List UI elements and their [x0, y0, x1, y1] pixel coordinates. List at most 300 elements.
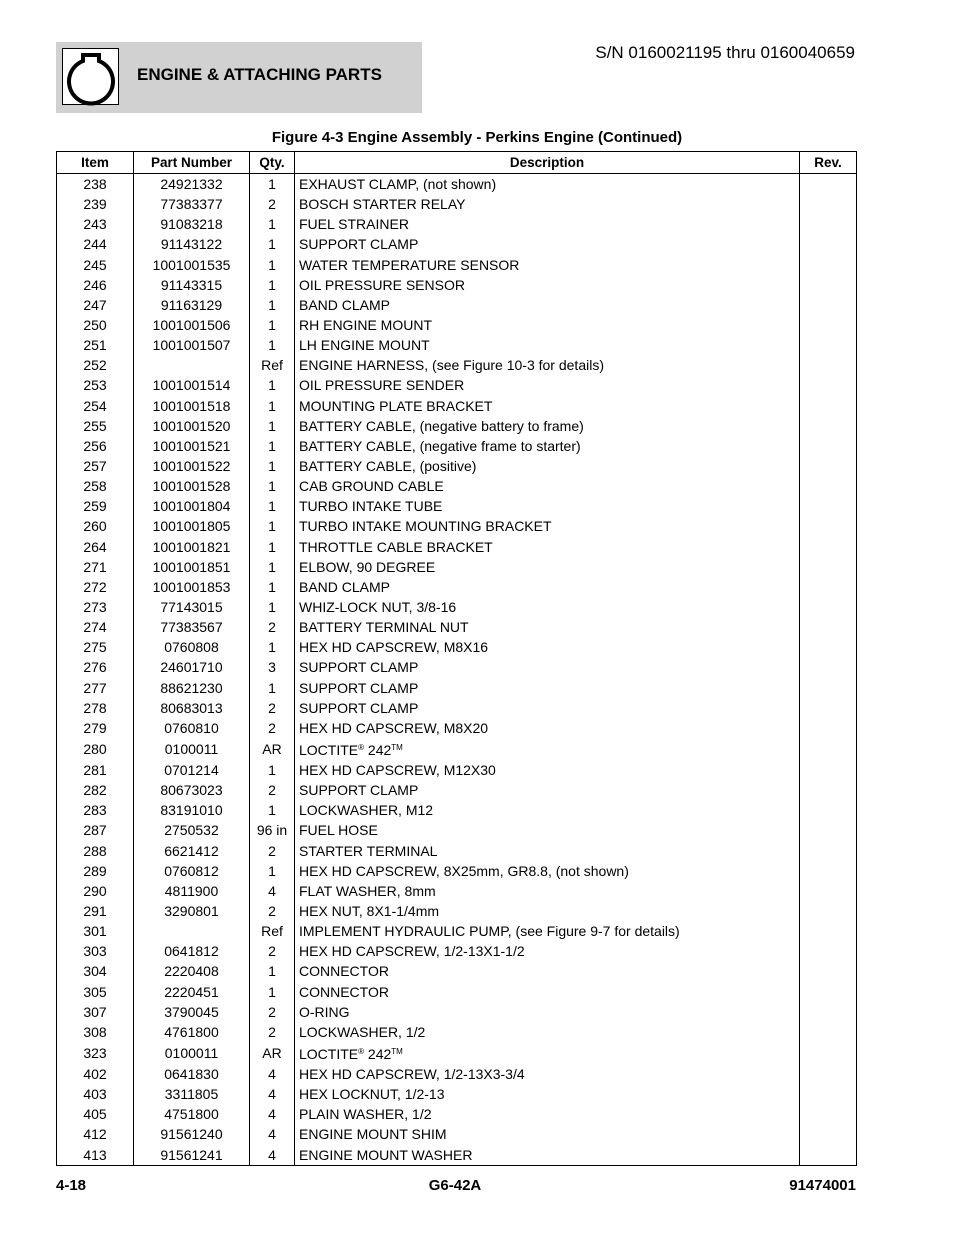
description-cell: STARTER TERMINAL: [295, 841, 800, 861]
description-cell: LH ENGINE MOUNT: [295, 335, 800, 355]
table-row: [57, 1002, 857, 1022]
table-row: [57, 961, 857, 981]
rev-cell: [800, 214, 857, 234]
rev-cell: [800, 476, 857, 496]
trademark-mark: TM: [391, 1046, 403, 1056]
item-cell: 281: [57, 760, 134, 780]
item-cell: 279: [57, 718, 134, 738]
qty-cell: 2: [250, 841, 295, 861]
item-cell: 288: [57, 841, 134, 861]
qty-cell: 1: [250, 436, 295, 456]
part-number-cell: 0760808: [134, 637, 250, 657]
qty-cell: 4: [250, 1084, 295, 1104]
item-cell: 254: [57, 396, 134, 416]
description-cell: BATTERY CABLE, (positive): [295, 456, 800, 476]
table-row: [57, 760, 857, 780]
qty-cell: 1: [250, 295, 295, 315]
table-row: [57, 1124, 857, 1144]
part-number-cell: 2220408: [134, 961, 250, 981]
table-header-row: [57, 152, 857, 174]
item-cell: 259: [57, 496, 134, 516]
description-cell: HEX HD CAPSCREW, M12X30: [295, 760, 800, 780]
qty-cell: 1: [250, 981, 295, 1001]
rev-cell: [800, 1042, 857, 1064]
rev-cell: [800, 941, 857, 961]
part-number-cell: 0760812: [134, 861, 250, 881]
qty-cell: 1: [250, 476, 295, 496]
description-cell: OIL PRESSURE SENDER: [295, 375, 800, 395]
rev-cell: [800, 921, 857, 941]
table-row: [57, 234, 857, 254]
item-cell: 275: [57, 637, 134, 657]
description-cell: IMPLEMENT HYDRAULIC PUMP, (see Figure 9-7 for details): [295, 921, 800, 941]
table-row: [57, 396, 857, 416]
description-cell: FUEL STRAINER: [295, 214, 800, 234]
description-cell: HEX HD CAPSCREW, 8X25mm, GR8.8, (not shown): [295, 861, 800, 881]
table-row: [57, 718, 857, 738]
qty-cell: 2: [250, 1002, 295, 1022]
table-row: [57, 738, 857, 760]
item-cell: 308: [57, 1022, 134, 1042]
rev-cell: [800, 1064, 857, 1084]
qty-cell: 1: [250, 275, 295, 295]
item-cell: 290: [57, 881, 134, 901]
part-number-cell: 0100011: [134, 738, 250, 760]
part-number-cell: 4761800: [134, 1022, 250, 1042]
table-row: [57, 1144, 857, 1165]
description-cell: EXHAUST CLAMP, (not shown): [295, 174, 800, 195]
item-cell: 253: [57, 375, 134, 395]
part-number-cell: 80683013: [134, 698, 250, 718]
column-header-description: Description: [295, 152, 800, 174]
qty-cell: AR: [250, 738, 295, 760]
item-cell: 276: [57, 657, 134, 677]
item-cell: 251: [57, 335, 134, 355]
description-cell: [295, 1042, 800, 1064]
rev-cell: [800, 800, 857, 820]
rev-cell: [800, 861, 857, 881]
column-header-part-number: Part Number: [134, 152, 250, 174]
part-number-cell: 91083218: [134, 214, 250, 234]
description-cell: BATTERY CABLE, (negative battery to frame): [295, 416, 800, 436]
rev-cell: [800, 881, 857, 901]
part-number-cell: 91561240: [134, 1124, 250, 1144]
description-cell: ENGINE MOUNT WASHER: [295, 1144, 800, 1165]
table-row: [57, 637, 857, 657]
product-number: 242: [364, 1045, 392, 1062]
item-cell: 301: [57, 921, 134, 941]
part-number-cell: 1001001805: [134, 516, 250, 536]
figure-title: Figure 4-3 Engine Assembly - Perkins Engine (Continued): [271, 129, 683, 146]
part-number-cell: 24921332: [134, 174, 250, 195]
description-cell: CONNECTOR: [295, 981, 800, 1001]
table-row: [57, 275, 857, 295]
qty-cell: 4: [250, 881, 295, 901]
part-number-cell: 91561241: [134, 1144, 250, 1165]
item-cell: 277: [57, 678, 134, 698]
table-row: [57, 295, 857, 315]
rev-cell: [800, 275, 857, 295]
table-row: [57, 516, 857, 536]
table-row: [57, 496, 857, 516]
qty-cell: 1: [250, 678, 295, 698]
description-cell: CAB GROUND CABLE: [295, 476, 800, 496]
qty-cell: 1: [250, 496, 295, 516]
item-cell: 250: [57, 315, 134, 335]
table-row: [57, 678, 857, 698]
part-number-cell: 1001001528: [134, 476, 250, 496]
table-row: [57, 335, 857, 355]
item-cell: 403: [57, 1084, 134, 1104]
item-cell: 264: [57, 537, 134, 557]
rev-cell: [800, 1022, 857, 1042]
item-cell: 291: [57, 901, 134, 921]
description-cell: LOCKWASHER, M12: [295, 800, 800, 820]
qty-cell: 96 in: [250, 820, 295, 840]
qty-cell: 1: [250, 516, 295, 536]
description-cell: BOSCH STARTER RELAY: [295, 194, 800, 214]
item-cell: 239: [57, 194, 134, 214]
qty-cell: Ref: [250, 355, 295, 375]
item-cell: 245: [57, 255, 134, 275]
item-cell: 257: [57, 456, 134, 476]
part-number-cell: 77383377: [134, 194, 250, 214]
item-cell: 405: [57, 1104, 134, 1124]
part-number-cell: 1001001851: [134, 557, 250, 577]
qty-cell: 1: [250, 537, 295, 557]
description-cell: BATTERY TERMINAL NUT: [295, 617, 800, 637]
product-number: 242: [364, 741, 392, 758]
rev-cell: [800, 255, 857, 275]
qty-cell: 4: [250, 1104, 295, 1124]
qty-cell: 1: [250, 456, 295, 476]
table-row: [57, 1064, 857, 1084]
part-number-cell: 0760810: [134, 718, 250, 738]
qty-cell: 1: [250, 861, 295, 881]
rev-cell: [800, 396, 857, 416]
table-row: [57, 657, 857, 677]
table-row: [57, 456, 857, 476]
qty-cell: 4: [250, 1144, 295, 1165]
item-cell: 305: [57, 981, 134, 1001]
qty-cell: 2: [250, 617, 295, 637]
table-row: [57, 941, 857, 961]
qty-cell: 2: [250, 1022, 295, 1042]
rev-cell: [800, 335, 857, 355]
part-number-cell: 1001001514: [134, 375, 250, 395]
rev-cell: [800, 174, 857, 195]
description-cell: PLAIN WASHER, 1/2: [295, 1104, 800, 1124]
rev-cell: [800, 375, 857, 395]
parts-table: [56, 151, 857, 1166]
table-row: [57, 1042, 857, 1064]
qty-cell: AR: [250, 1042, 295, 1064]
rev-cell: [800, 901, 857, 921]
registered-mark: ®: [358, 742, 365, 752]
rev-cell: [800, 657, 857, 677]
description-cell: CONNECTOR: [295, 961, 800, 981]
description-cell: HEX HD CAPSCREW, 1/2-13X3-3/4: [295, 1064, 800, 1084]
rev-cell: [800, 234, 857, 254]
table-row: [57, 820, 857, 840]
rev-cell: [800, 1002, 857, 1022]
part-number-cell: 1001001521: [134, 436, 250, 456]
description-cell: MOUNTING PLATE BRACKET: [295, 396, 800, 416]
description-cell: [295, 738, 800, 760]
item-cell: 280: [57, 738, 134, 760]
item-cell: 282: [57, 780, 134, 800]
rev-cell: [800, 841, 857, 861]
description-cell: O-RING: [295, 1002, 800, 1022]
description-cell: HEX NUT, 8X1-1/4mm: [295, 901, 800, 921]
item-cell: 238: [57, 174, 134, 195]
table-row: [57, 780, 857, 800]
part-number-cell: [134, 355, 250, 375]
item-cell: 274: [57, 617, 134, 637]
rev-cell: [800, 516, 857, 536]
rev-cell: [800, 194, 857, 214]
table-row: [57, 375, 857, 395]
qty-cell: 1: [250, 800, 295, 820]
item-cell: 244: [57, 234, 134, 254]
rev-cell: [800, 577, 857, 597]
table-row: [57, 901, 857, 921]
item-cell: 258: [57, 476, 134, 496]
qty-cell: 1: [250, 396, 295, 416]
qty-cell: 1: [250, 214, 295, 234]
part-number-cell: 91163129: [134, 295, 250, 315]
item-cell: 271: [57, 557, 134, 577]
item-cell: 256: [57, 436, 134, 456]
qty-cell: Ref: [250, 921, 295, 941]
rev-cell: [800, 961, 857, 981]
item-cell: 303: [57, 941, 134, 961]
item-cell: 278: [57, 698, 134, 718]
rev-cell: [800, 1124, 857, 1144]
qty-cell: 1: [250, 234, 295, 254]
table-row: [57, 315, 857, 335]
item-cell: 246: [57, 275, 134, 295]
part-number-cell: 83191010: [134, 800, 250, 820]
description-cell: THROTTLE CABLE BRACKET: [295, 537, 800, 557]
qty-cell: 1: [250, 577, 295, 597]
part-number-cell: 4751800: [134, 1104, 250, 1124]
table-row: [57, 861, 857, 881]
qty-cell: 1: [250, 416, 295, 436]
item-cell: 273: [57, 597, 134, 617]
table-row: [57, 436, 857, 456]
rev-cell: [800, 416, 857, 436]
description-cell: ENGINE HARNESS, (see Figure 10-3 for details): [295, 355, 800, 375]
part-number-cell: 91143122: [134, 234, 250, 254]
table-row: [57, 800, 857, 820]
part-number-cell: 1001001821: [134, 537, 250, 557]
description-cell: HEX HD CAPSCREW, M8X16: [295, 637, 800, 657]
rev-cell: [800, 698, 857, 718]
qty-cell: 1: [250, 255, 295, 275]
description-cell: OIL PRESSURE SENSOR: [295, 275, 800, 295]
table-row: [57, 1022, 857, 1042]
qty-cell: 1: [250, 597, 295, 617]
part-number-cell: 1001001535: [134, 255, 250, 275]
table-row: [57, 255, 857, 275]
rev-cell: [800, 456, 857, 476]
table-row: [57, 921, 857, 941]
table-row: [57, 194, 857, 214]
table-row: [57, 597, 857, 617]
rev-cell: [800, 496, 857, 516]
description-text: LOCTITE: [299, 1045, 359, 1062]
description-text: LOCTITE: [299, 741, 359, 758]
table-row: [57, 577, 857, 597]
part-number-cell: 0641830: [134, 1064, 250, 1084]
qty-cell: 3: [250, 657, 295, 677]
qty-cell: 2: [250, 941, 295, 961]
part-number-cell: 88621230: [134, 678, 250, 698]
part-number-cell: 77143015: [134, 597, 250, 617]
trademark-mark: TM: [391, 742, 403, 752]
qty-cell: 2: [250, 780, 295, 800]
engine-icon: [62, 48, 119, 105]
qty-cell: 4: [250, 1064, 295, 1084]
rev-cell: [800, 436, 857, 456]
rev-cell: [800, 537, 857, 557]
page-number: 4-18: [56, 1177, 87, 1194]
rev-cell: [800, 1144, 857, 1165]
item-cell: 304: [57, 961, 134, 981]
description-cell: SUPPORT CLAMP: [295, 234, 800, 254]
rev-cell: [800, 315, 857, 335]
rev-cell: [800, 557, 857, 577]
description-cell: TURBO INTAKE TUBE: [295, 496, 800, 516]
item-cell: 243: [57, 214, 134, 234]
description-cell: HEX HD CAPSCREW, M8X20: [295, 718, 800, 738]
description-cell: BAND CLAMP: [295, 295, 800, 315]
table-row: [57, 1084, 857, 1104]
description-cell: SUPPORT CLAMP: [295, 678, 800, 698]
part-number-cell: 2750532: [134, 820, 250, 840]
part-number-cell: 3790045: [134, 1002, 250, 1022]
item-cell: 272: [57, 577, 134, 597]
item-cell: 255: [57, 416, 134, 436]
rev-cell: [800, 617, 857, 637]
rev-cell: [800, 780, 857, 800]
rev-cell: [800, 718, 857, 738]
section-title: ENGINE & ATTACHING PARTS: [137, 65, 382, 84]
rev-cell: [800, 1104, 857, 1124]
description-cell: HEX HD CAPSCREW, 1/2-13X1-1/2: [295, 941, 800, 961]
part-number-cell: 77383567: [134, 617, 250, 637]
qty-cell: 2: [250, 194, 295, 214]
qty-cell: 1: [250, 557, 295, 577]
item-cell: 413: [57, 1144, 134, 1165]
registered-mark: ®: [358, 1046, 365, 1056]
description-cell: WHIZ-LOCK NUT, 3/8-16: [295, 597, 800, 617]
description-cell: LOCKWASHER, 1/2: [295, 1022, 800, 1042]
serial-range: S/N 0160021195 thru 0160040659: [595, 43, 855, 62]
rev-cell: [800, 981, 857, 1001]
qty-cell: 1: [250, 961, 295, 981]
column-header-qty: Qty.: [250, 152, 295, 174]
part-number-cell: 80673023: [134, 780, 250, 800]
rev-cell: [800, 355, 857, 375]
part-number-cell: 2220451: [134, 981, 250, 1001]
table-row: [57, 214, 857, 234]
part-number-cell: 3311805: [134, 1084, 250, 1104]
part-number-cell: 6621412: [134, 841, 250, 861]
part-number-cell: 1001001520: [134, 416, 250, 436]
item-cell: 260: [57, 516, 134, 536]
description-cell: HEX LOCKNUT, 1/2-13: [295, 1084, 800, 1104]
document-number: 91474001: [789, 1177, 856, 1194]
item-cell: 307: [57, 1002, 134, 1022]
part-number-cell: 4811900: [134, 881, 250, 901]
rev-cell: [800, 738, 857, 760]
column-header-rev: Rev.: [800, 152, 857, 174]
parts-table-body: [57, 174, 857, 1166]
table-row: [57, 557, 857, 577]
part-number-cell: 0701214: [134, 760, 250, 780]
table-row: [57, 174, 857, 195]
part-number-cell: 24601710: [134, 657, 250, 677]
rev-cell: [800, 597, 857, 617]
item-cell: 412: [57, 1124, 134, 1144]
description-cell: BAND CLAMP: [295, 577, 800, 597]
part-number-cell: 1001001506: [134, 315, 250, 335]
model-number: G6-42A: [428, 1177, 482, 1194]
part-number-cell: 1001001522: [134, 456, 250, 476]
qty-cell: 2: [250, 698, 295, 718]
description-cell: SUPPORT CLAMP: [295, 657, 800, 677]
description-cell: TURBO INTAKE MOUNTING BRACKET: [295, 516, 800, 536]
rev-cell: [800, 295, 857, 315]
item-cell: 289: [57, 861, 134, 881]
rev-cell: [800, 760, 857, 780]
part-number-cell: 91143315: [134, 275, 250, 295]
qty-cell: 1: [250, 315, 295, 335]
qty-cell: 4: [250, 1124, 295, 1144]
item-cell: 247: [57, 295, 134, 315]
table-row: [57, 537, 857, 557]
table-row: [57, 416, 857, 436]
table-row: [57, 617, 857, 637]
item-cell: 283: [57, 800, 134, 820]
table-row: [57, 881, 857, 901]
qty-cell: 2: [250, 718, 295, 738]
part-number-cell: 1001001853: [134, 577, 250, 597]
part-number-cell: 1001001804: [134, 496, 250, 516]
part-number-cell: 0100011: [134, 1042, 250, 1064]
part-number-cell: [134, 921, 250, 941]
item-cell: 402: [57, 1064, 134, 1084]
part-number-cell: 1001001518: [134, 396, 250, 416]
description-cell: RH ENGINE MOUNT: [295, 315, 800, 335]
description-cell: FUEL HOSE: [295, 820, 800, 840]
description-cell: ELBOW, 90 DEGREE: [295, 557, 800, 577]
qty-cell: 1: [250, 760, 295, 780]
description-cell: SUPPORT CLAMP: [295, 698, 800, 718]
part-number-cell: 1001001507: [134, 335, 250, 355]
rev-cell: [800, 637, 857, 657]
description-cell: FLAT WASHER, 8mm: [295, 881, 800, 901]
qty-cell: 1: [250, 335, 295, 355]
qty-cell: 1: [250, 174, 295, 195]
description-cell: BATTERY CABLE, (negative frame to starter): [295, 436, 800, 456]
description-cell: WATER TEMPERATURE SENSOR: [295, 255, 800, 275]
rev-cell: [800, 1084, 857, 1104]
column-header-item: Item: [57, 152, 134, 174]
description-cell: SUPPORT CLAMP: [295, 780, 800, 800]
